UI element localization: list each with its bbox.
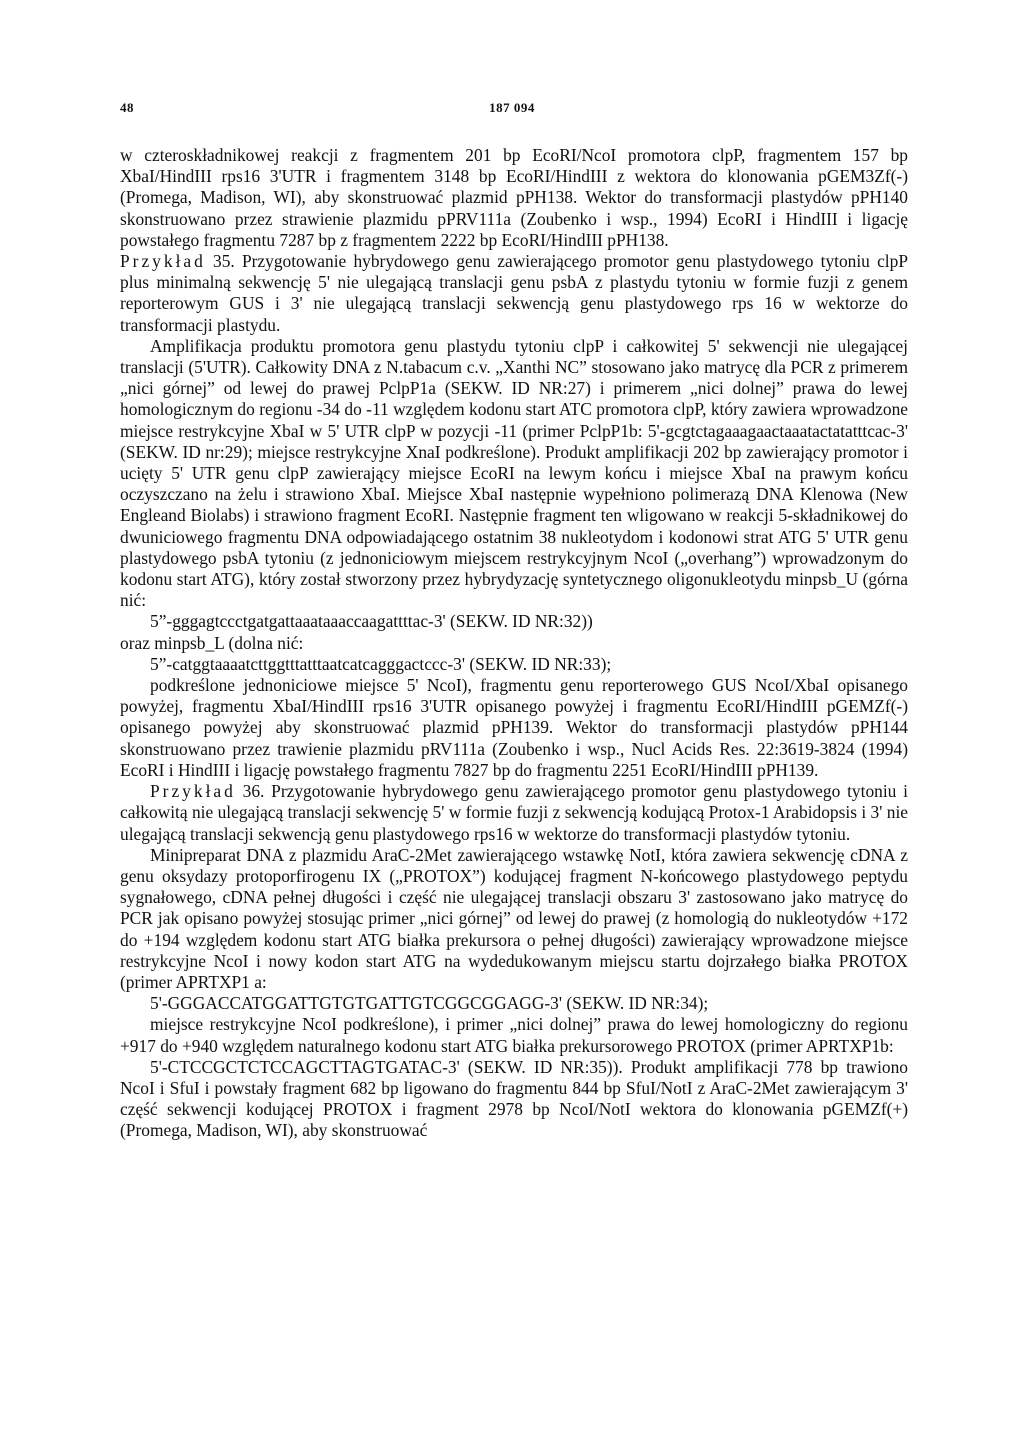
paragraph-example-36 (120, 781, 908, 845)
sequence-32: 5”-gggagtccctgatgattaaataaaccaagattttac-3' (SEKW. ID NR:32)) (150, 611, 593, 632)
example-text: 36. Przygotowanie hybrydowego genu zawierającego promotor genu plastydowego tytoniu i całkowitą nie ulegającą translacji sekwencję 5' w formie fuzji z sekwencją kodującą Protox-1 Arabidopsis i 3' nie ulegającą translacji sekwencją genu plastydowego rps16 w wektorze do transformacji plastydów tytoniu. (120, 781, 908, 844)
example-text: 35. Przygotowanie hybrydowego genu zawierającego promotor genu plastydowego tytoniu clpP plus minimalną sekwencję 5' nie ulegającą translacji genu psbA z plastydu tytoniu w formie fuzji z genem reporterowym GUS i 3' nie ulegającą translacji sekwencją genu plastydowego rps 16 w wektorze do transformacji plastydu. (120, 251, 908, 335)
example-label: Przykład (150, 781, 236, 802)
paragraph-minipreparat: Minipreparat DNA z plazmidu AraC-2Met zawierającego wstawkę NotI, która zawiera sekwencję cDNA z genu oksydazy protoporfirogenu IX („PROTOX”) kodującej fragment N-końcowego plastydowego peptydu sygnałowego, cDNA pełnej długości i część nie ulegającej translacji obszaru 3' zastosowano jako matrycę do PCR jak opisano powyżej stosując primer „nici górnej” od lewej do prawej (z homologią do nukleotydów +172 do +194 względem kodonu start ATG białka prekursora o pełnej długości) zawierający wprowadzone miejsce restrykcyjne NcoI i nowy kodon start ATG na wydedukowanym miejscu startu dojrzałego białka PROTOX (primer APRTXP1 a: (120, 844, 908, 992)
paragraph-gus-fragment: podkreślone jednoniciowe miejsce 5' NcoI), fragmentu genu reporterowego GUS NcoI/XbaI opisanego powyżej, fragmentu XbaI/HindIII rps16 3'UTR opisanego powyżej i fragmentu EcoRI/HindIII pGEMZf(-) opisanego powyżej aby skonstruować plazmid pPH139. Wektor do transformacji plastydów pPH144 skonstruowano przez trawienie plazmidu pRV111a (Zoubenko i wsp., Nucl Acids Res. 22:3619-3824 (1994) EcoRI i HindIII i ligację powstałego fragmentu 7827 bp do fragmentu 2251 EcoRI/HindIII pPH139. (120, 675, 908, 780)
paragraph-ncoi-site: miejsce restrykcyjne NcoI podkreślone), i primer „nici dolnej” prawa do lewej homologiczny do regionu +917 do +940 względem naturalnego kodonu start ATG białka prekursorowego PROTOX (primer APRTXP1b: (120, 1014, 908, 1056)
page-number: 48 (120, 100, 134, 115)
body-text (120, 145, 908, 1142)
paragraph-example-35 (120, 251, 908, 336)
paragraph-sequence-35: 5'-CTCCGCTCTCCAGCTTAGTGATAC-3' (SEKW. ID NR:35)). Produkt amplifikacji 778 bp trawiono NcoI i SfuI i powstały fragment 682 bp ligowano do fragmentu 844 bp SfuI/NotI z AraC-2Met zawierającym 3' część sekwencji kodującej PROTOX i fragment 2978 bp NcoI/NotI wektora do klonowania pGEMZf(+) (Promega, Madison, WI), aby skonstruować (120, 1056, 908, 1141)
paragraph-minpsb-l: oraz minpsb_L (dolna nić: (120, 632, 304, 653)
paragraph-amplification: Amplifikacja produktu promotora genu plastydu tytoniu clpP i całkowitej 5' sekwencji nie ulegającej translacji (5'UTR). Całkowity DNA z N.tabacum c.v. „Xanthi NC” stosowano jako matrycę dla PCR z primerem „nici górnej” od lewej do prawej PclpP1a (SEKW. ID NR:27) i primerem „nici dolnej” prawa do lewej homologicznym do regionu -34 do -11 względem kodonu start ATC promotora clpP, który zawiera wprowadzone miejsce restrykcyjne XbaI w 5' UTR clpP w pozycji -11 (primer PclpP1b: 5'-gcgtctagaaagaactaaatactatatttcac-3' (SEKW. ID nr:29); miejsce restrykcyjne XnaI podkreślone). Produkt amplifikacji 202 bp zawierający promotor i ucięty 5' UTR genu clpP zawierający miejsce EcoRI na lewym końcu i miejsce XbaI na prawym końcu oczyszczano na żelu i strawiono XbaI. Miejsce XbaI następnie wypełniono polimerazą DNA Klenowa (New Engleand Biolabs) i strawiono fragment EcoRI. Następnie fragment ten wligowano w reakcji 5-składnikowej do dwuniciowego fragmentu DNA odpowiadającego ostatnim 38 nukleotydom i kodonowi strat ATG 5' UTR genu plastydowego psbA tytoniu (z jednoniciowym miejscem restrykcyjnym NcoI („overhang”) wprowadzonym do kodonu start ATG), który został stworzony przez hybrydyzację syntetycznego oligonukleotydu minpsb_U (górna nić: (120, 335, 908, 611)
example-label: Przykład (120, 251, 206, 272)
sequence-33: 5”-catggtaaaatcttggtttatttaatcatcagggactccc-3' (SEKW. ID NR:33); (150, 653, 612, 674)
patent-number: 187 094 (489, 100, 535, 115)
sequence-34: 5'-GGGACCATGGATTGTGTGATTGTCGGCGGAGG-3' (SEKW. ID NR:34); (150, 993, 709, 1014)
paragraph-1: w czteroskładnikowej reakcji z fragmentem 201 bp EcoRI/NcoI promotora clpP, fragmentem 157 bp XbaI/HindIII rps16 3'UTR i fragmentem 3148 bp EcoRI/HindIII z wektora do klonowania pGEM3Zf(-) (Promega, Madison, WI), aby skonstruować plazmid pPH138. Wektor do transformacji plastydów pPH140 skonstruowano przez strawienie plazmidu pPRV111a (Zoubenko i wsp., 1994) EcoRI i HindIII i ligację powstałego fragmentu 7287 bp z fragmentem 2222 bp EcoRI/HindIII pPH138. (120, 145, 908, 250)
